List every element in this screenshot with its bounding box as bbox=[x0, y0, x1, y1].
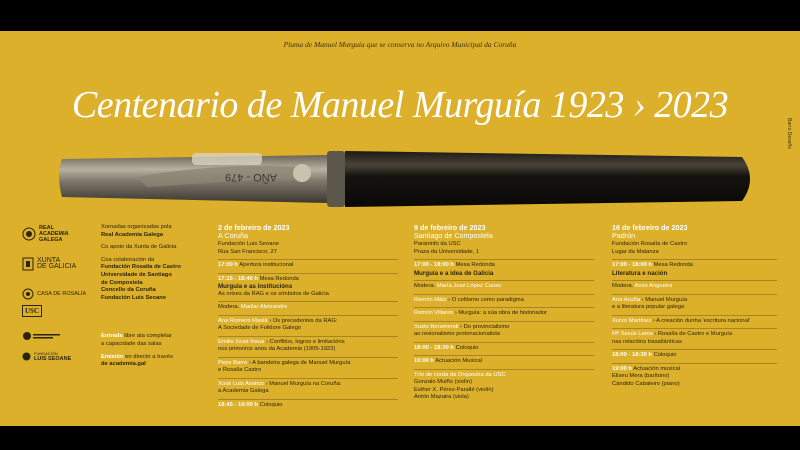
talk-title: › Conflitos, logros e limitacións bbox=[264, 338, 345, 345]
day1-time-3: 18:45 - 19:00 h bbox=[218, 401, 258, 408]
day3-time-3: 19:00 h bbox=[612, 365, 632, 372]
xunta-logo-text-2: DE GALICIA bbox=[37, 263, 77, 270]
day2-time-2: 18:00 - 18:30 h bbox=[414, 344, 454, 351]
speaker-name: Xusto Beramendi bbox=[414, 323, 459, 330]
xunta-logo-text-1: XUNTA bbox=[37, 256, 61, 264]
day1-panel-subtitle: As orixes da RAG e os símbolos de Galicia bbox=[218, 290, 329, 297]
day1-address: Rúa San Francisco, 27 bbox=[218, 248, 277, 255]
rag-logo-text-1: REAL bbox=[39, 225, 54, 231]
day3-address: Lugar da Matanza bbox=[612, 248, 659, 255]
pen-engraving: AÑO - 479 bbox=[225, 171, 277, 183]
day2-event-1: Mesa Redonda bbox=[453, 262, 495, 268]
collab-item: de Compostela bbox=[101, 279, 143, 286]
speaker-name: Ana Romero Masiá bbox=[218, 317, 268, 324]
talk-title: › Murguía: a súa obra de historiador bbox=[453, 310, 547, 316]
letterbox-top bbox=[0, 0, 800, 31]
day1-panel-title: Murguía e as institucións bbox=[218, 283, 293, 290]
talk-title: › Rosalía de Castro e Murguía bbox=[652, 331, 733, 337]
day3-column bbox=[612, 224, 777, 388]
day2-moderator: María José López Couso bbox=[435, 283, 502, 289]
seoane-logo-text-1: FUNDACIÓN bbox=[34, 351, 58, 356]
designer-credit: Barro Deseño bbox=[786, 118, 792, 149]
speaker-name: Ramón Máiz bbox=[414, 296, 447, 303]
day1-moderator: Marilar Aleixandre bbox=[239, 304, 288, 310]
talk-title-cont: a Academia Galega bbox=[218, 388, 269, 394]
rag-logo-text-2: ACADEMIA bbox=[39, 231, 69, 237]
speaker-name: Mª Xesús Lama bbox=[612, 331, 653, 337]
rag-logo-text-3: GALEGA bbox=[39, 237, 63, 243]
rag-logo bbox=[22, 225, 69, 243]
day1-time-1: 17:00 h bbox=[218, 262, 238, 268]
casa-rosalia-logo bbox=[22, 288, 86, 300]
seoane-logo-text-2: LUIS SEOANE bbox=[34, 355, 72, 362]
collab-item: Fundación Luis Seoane bbox=[101, 294, 167, 301]
usc-logo-text: USC bbox=[22, 305, 42, 317]
day3-event-3: Actuación musical bbox=[631, 365, 680, 372]
day3-time-2: 18:00 - 18:30 h bbox=[612, 352, 652, 358]
day2-column bbox=[414, 224, 594, 402]
seoane-icon bbox=[22, 352, 31, 361]
talk-title: › Manuel Murguía bbox=[640, 296, 688, 303]
pen-caption: Pluma de Manuel Murguía que se conserva no Arquivo Municipal da Coruña bbox=[283, 40, 517, 49]
day2-moderator-label: Modera. bbox=[414, 283, 436, 289]
talk-title-cont: e Rosalía Castro bbox=[218, 367, 262, 373]
speaker-name: Xosé Luís Axeitos bbox=[218, 380, 265, 387]
day3-date: 16 de febreiro de 2023 bbox=[612, 223, 688, 232]
day2-date: 9 de febreiro de 2023 bbox=[414, 223, 486, 232]
support-text: Co apoio da Xunta de Galicia bbox=[101, 244, 177, 251]
day1-event-1: Apertura institucional bbox=[237, 262, 294, 268]
speaker-name: Emilio Xosé Ínsua bbox=[218, 338, 265, 345]
day3-time-1: 17:00 - 18:00 h bbox=[612, 262, 652, 268]
entrada-text-2: a capacidade das salas bbox=[101, 340, 162, 347]
speaker-name: Xurxo Martínez bbox=[612, 317, 652, 324]
collab-label: Coa colaboración da bbox=[101, 256, 155, 263]
collab-item: Universidade de Santiago bbox=[101, 271, 172, 278]
entrada-label: Entrada bbox=[101, 333, 123, 340]
day3-event-1: Mesa Redonda bbox=[651, 262, 693, 268]
speaker-name: Ana Acuña bbox=[612, 296, 641, 303]
poster bbox=[0, 31, 800, 426]
day3-venue: Fundación Rosalía de Castro bbox=[612, 241, 688, 247]
musician: Gonzalo Muiño (violín) bbox=[414, 379, 472, 385]
speaker-name: Ramón Villares bbox=[414, 310, 454, 316]
day2-panel-title: Murguía e a idea de Galicia bbox=[414, 269, 494, 277]
talk-title: › Do provincialismo bbox=[458, 323, 510, 330]
musician: Cándido Cabaleiro (piano) bbox=[612, 380, 680, 387]
academia-link[interactable]: de academia.gal bbox=[101, 361, 146, 368]
casa-rosalia-logo-text: CASA DE ROSALÍA bbox=[37, 291, 87, 297]
day2-venue: Paraninfo da USC bbox=[414, 241, 461, 247]
usc-logo bbox=[22, 305, 42, 317]
day3-event-2: Coloquio bbox=[651, 352, 677, 358]
talk-title: › Manuel Murguía na Coruña: bbox=[264, 380, 342, 387]
fundacion-seoane-logo bbox=[22, 351, 71, 362]
musician: Eliseu Mera (barítono) bbox=[612, 373, 670, 379]
day1-venue: Fundación Luis Seoane bbox=[218, 241, 279, 247]
day1-city: A Coruña bbox=[218, 231, 248, 240]
organized-by-value: Real Academia Galega bbox=[101, 231, 163, 238]
collab-item: Concello da Coruña bbox=[101, 287, 156, 294]
talk-title-cont: A Sociedade de Folklore Galego bbox=[218, 325, 302, 331]
letterbox-bottom bbox=[0, 426, 800, 450]
collab-item: Fundación Rosalía de Castro bbox=[101, 264, 181, 271]
talk-title-cont: nos primeiros anos da Academia (1905-1923) bbox=[218, 346, 336, 352]
rag-seal-icon bbox=[22, 227, 36, 241]
page-title: Centenario de Manuel Murguía 1923 › 2023 bbox=[71, 84, 729, 126]
day2-time-1: 17:00 - 18:00 h bbox=[414, 262, 454, 268]
talk-title-cont: ao rexionalismo protonacionalista bbox=[414, 331, 501, 337]
music-ensemble: Trío de corda da Orquestra da USC bbox=[414, 371, 506, 378]
entrada-text: libre ata completar bbox=[122, 333, 172, 340]
day2-event-3: Actuación Musical bbox=[433, 358, 482, 364]
day1-column bbox=[218, 224, 398, 409]
fountain-pen-image bbox=[52, 127, 762, 223]
day2-address: Praza da Universidade, 1 bbox=[414, 248, 480, 255]
talk-title: › A bandeira galega de Manuel Murguía bbox=[247, 359, 351, 366]
concello-coruna-icon bbox=[22, 331, 62, 341]
musician: Esther X. Pérez-Parallé (violín) bbox=[414, 386, 494, 393]
organizers-column bbox=[101, 224, 206, 374]
organized-by-label: Xornadas organizadas pola bbox=[101, 224, 172, 230]
talk-title: › A creación dunha 'escritura nacional' bbox=[651, 317, 751, 324]
speaker-name: Pepe Barro bbox=[218, 359, 248, 366]
casa-rosalia-icon bbox=[22, 288, 34, 300]
day2-time-3: 19:00 h bbox=[414, 358, 434, 364]
day3-city: Padrón bbox=[612, 231, 636, 240]
musician: Antón Mazaira (viola) bbox=[414, 394, 469, 400]
xunta-shield-icon bbox=[22, 257, 34, 271]
emision-label: Emisión bbox=[101, 353, 124, 360]
day1-event-2: Mesa Redonda bbox=[257, 275, 299, 282]
talk-title: › Os precedentes da RAG: bbox=[267, 317, 338, 324]
talk-title-cont: nas relacións trasatlánticas bbox=[612, 338, 682, 345]
day1-event-3: Coloquio bbox=[257, 401, 283, 408]
day2-event-2: Coloquio bbox=[453, 344, 479, 351]
concello-logo bbox=[22, 331, 62, 341]
day1-date: 2 de febreiro de 2023 bbox=[218, 223, 290, 232]
talk-title: › O celtismo como paradigma bbox=[446, 296, 524, 303]
emision-text: en directo a través bbox=[123, 353, 173, 360]
day3-moderator-label: Modera. bbox=[612, 283, 634, 289]
day1-time-2: 17:15 - 18:40 h bbox=[218, 275, 258, 282]
day1-moderator-label: Modera. bbox=[218, 304, 240, 310]
day3-panel-title: Literatura e nación bbox=[612, 269, 668, 277]
day2-city: Santiago de Compostela bbox=[414, 231, 493, 240]
day3-moderator: Anxo Angueira bbox=[633, 283, 673, 289]
xunta-logo bbox=[22, 257, 76, 271]
talk-title-cont: e a literatura popular galega bbox=[612, 304, 685, 310]
